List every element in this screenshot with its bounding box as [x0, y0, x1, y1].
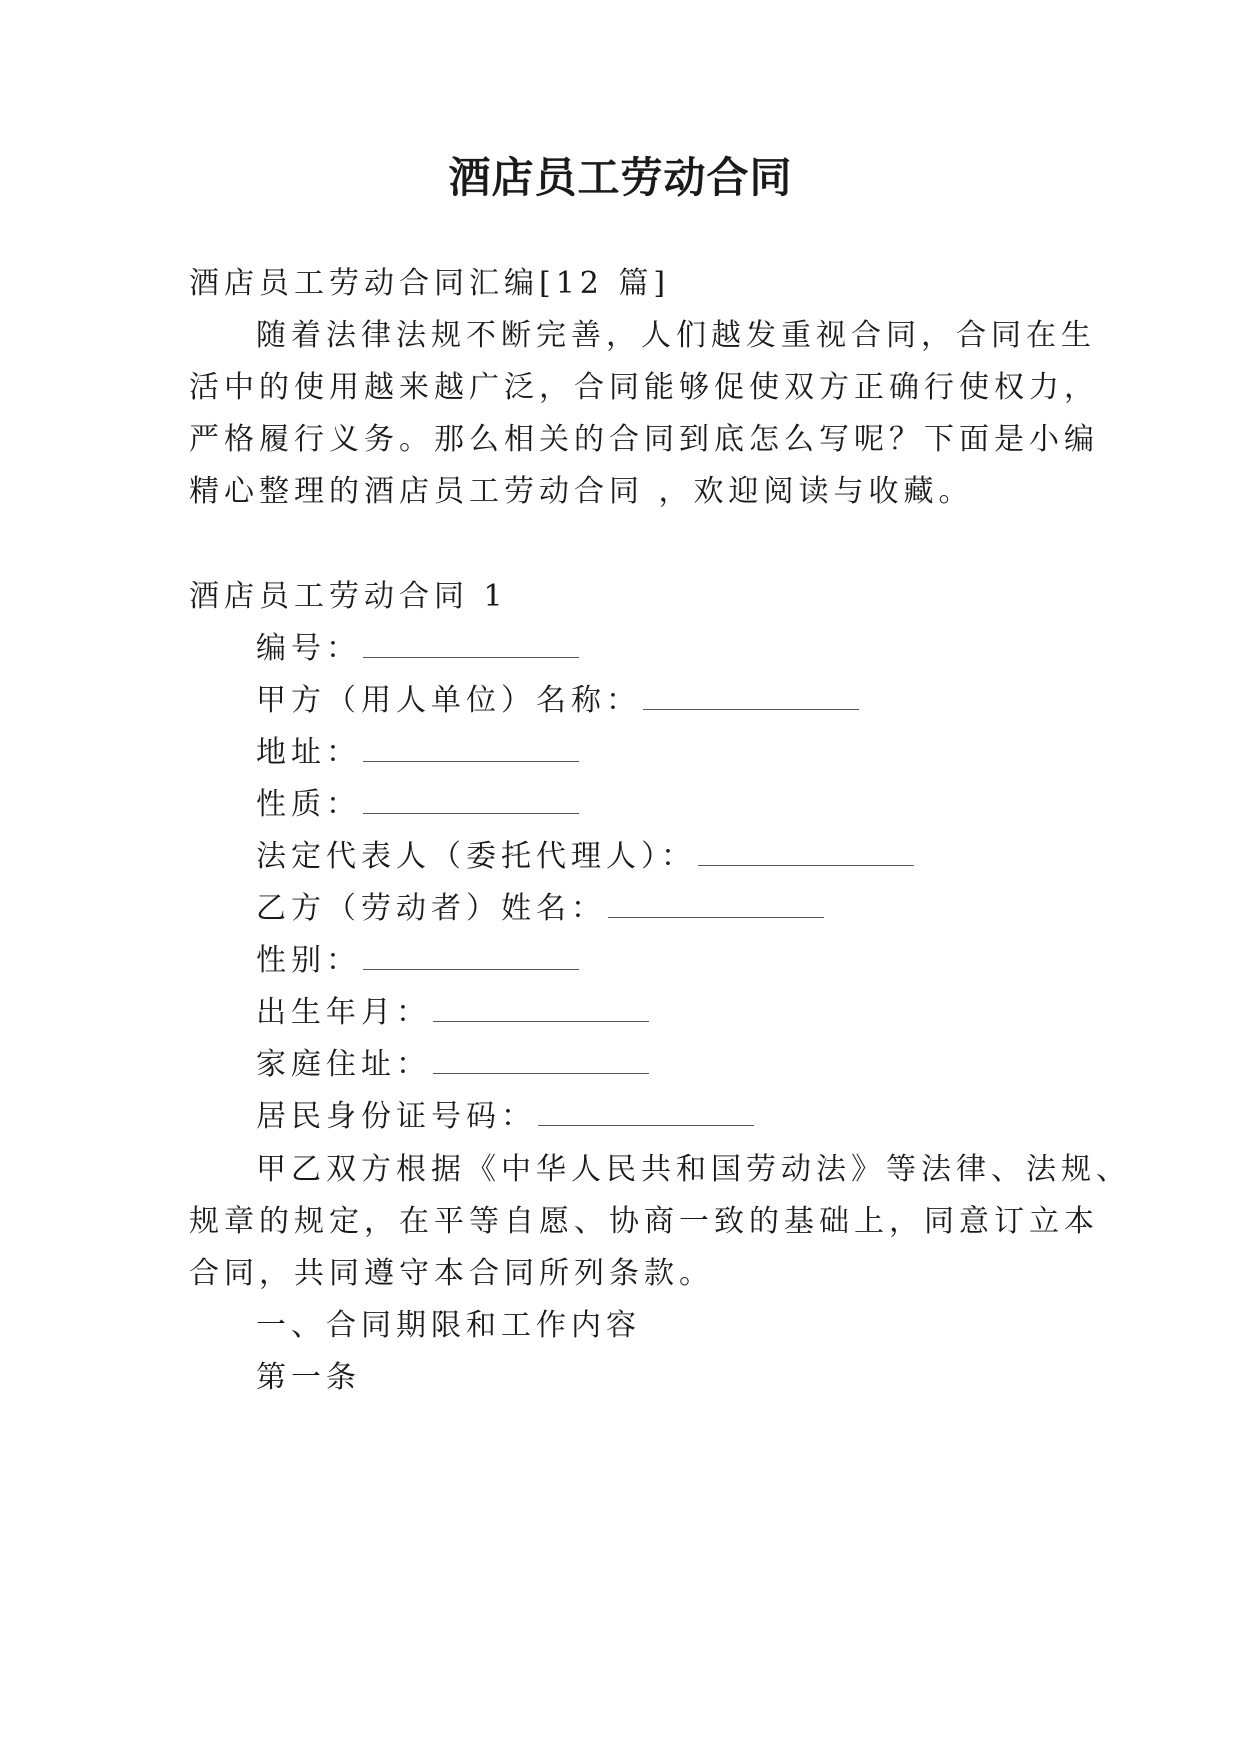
- field-row: [256, 681, 859, 721]
- field-label: 法定代表人（委托代理人）：: [256, 839, 696, 874]
- fill-in-blank: [608, 891, 824, 918]
- field-label: 性别：: [256, 943, 361, 978]
- field-row: [256, 785, 579, 825]
- field-row: [256, 993, 649, 1033]
- intro-paragraph-line: 随着法律法规不断完善，人们越发重视合同，合同在生: [256, 318, 1096, 353]
- field-label: 乙方（劳动者）姓名：: [256, 891, 606, 926]
- fill-in-blank: [433, 1047, 649, 1074]
- page-title: 酒店员工劳动合同: [448, 153, 793, 202]
- intro-paragraph-line: 精心整理的酒店员工劳动合同 ，欢迎阅读与收藏。: [189, 474, 974, 509]
- intro-paragraph-line: 严格履行义务。那么相关的合同到底怎么写呢？下面是小编: [189, 422, 1099, 457]
- intro-heading: 酒店员工劳动合同汇编[12 篇]: [189, 266, 671, 301]
- section-heading: 一、合同期限和工作内容: [256, 1308, 641, 1343]
- preamble-line: 合同，共同遵守本合同所列条款。: [189, 1256, 714, 1291]
- fill-in-blank: [363, 943, 579, 970]
- field-label: 家庭住址：: [256, 1047, 431, 1082]
- field-label: 编号：: [256, 631, 361, 666]
- field-row: [256, 733, 579, 773]
- fill-in-blank: [363, 631, 579, 658]
- field-row: [256, 837, 914, 877]
- field-row: [256, 889, 824, 929]
- field-row: [256, 941, 579, 981]
- article-heading: 第一条: [256, 1360, 361, 1395]
- field-label: 居民身份证号码：: [256, 1099, 536, 1134]
- field-label: 甲方（用人单位）名称：: [256, 683, 641, 718]
- fill-in-blank: [363, 735, 579, 762]
- preamble-line: 甲乙双方根据《中华人民共和国劳动法》等法律、法规、: [256, 1152, 1131, 1187]
- fill-in-blank: [433, 995, 649, 1022]
- field-label: 出生年月：: [256, 995, 431, 1030]
- contract-heading: 酒店员工劳动合同 1: [189, 579, 508, 614]
- field-row: [256, 1045, 649, 1085]
- field-row: [256, 629, 579, 669]
- intro-paragraph-line: 活中的使用越来越广泛，合同能够促使双方正确行使权力，: [189, 370, 1099, 405]
- fill-in-blank: [363, 787, 579, 814]
- field-label: 性质：: [256, 787, 361, 822]
- fill-in-blank: [538, 1099, 754, 1126]
- field-label: 地址：: [256, 735, 361, 770]
- fill-in-blank: [643, 683, 859, 710]
- preamble-line: 规章的规定，在平等自愿、协商一致的基础上，同意订立本: [189, 1204, 1099, 1239]
- fill-in-blank: [698, 839, 914, 866]
- field-row: [256, 1097, 754, 1137]
